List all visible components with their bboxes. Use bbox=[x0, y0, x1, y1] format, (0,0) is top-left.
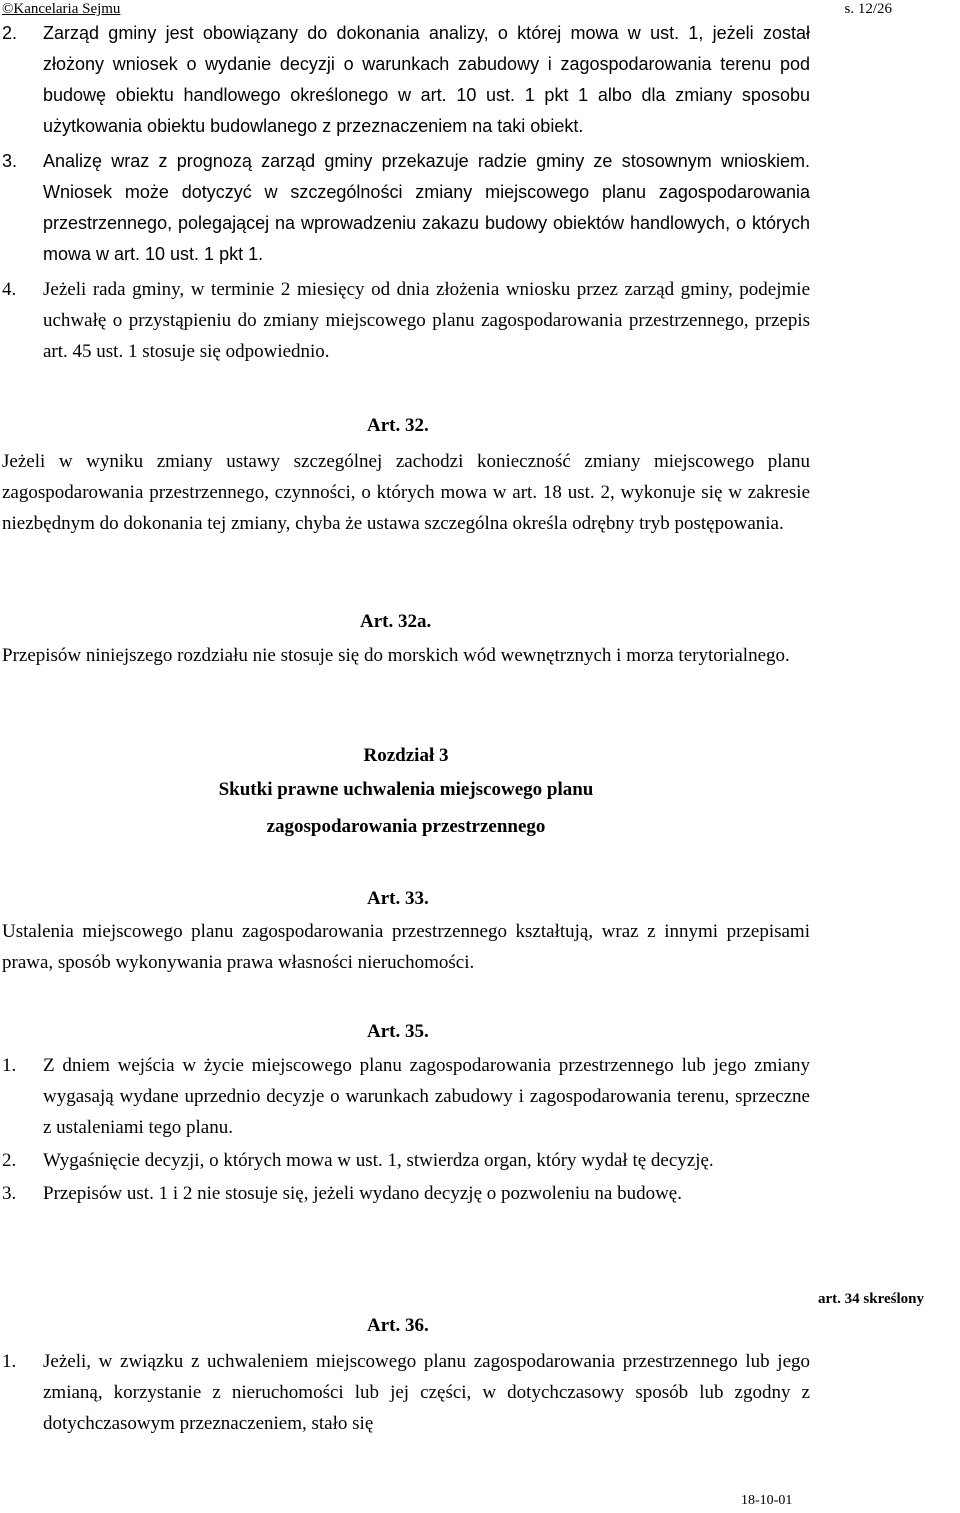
paragraph-item bbox=[2, 18, 810, 142]
article-text: Przepisów niniejszego rozdziału nie stosuje się do morskich wód wewnętrznych i morza terytorialnego. bbox=[2, 645, 790, 666]
article-title: Art. 36. bbox=[367, 1315, 429, 1336]
item-text: Jeżeli rada gminy, w terminie 2 miesięcy od dnia złożenia wniosku przez zarząd gminy, podejmie uchwałę o przystąpieniu do zmiany miejscowego planu zagospodarowania przestrzennego, przepis art. 45 ust. 1 stosuje się odpowiednio. bbox=[43, 279, 810, 362]
item-text: Przepisów ust. 1 i 2 nie stosuje się, jeżeli wydano decyzję o pozwoleniu na budowę. bbox=[43, 1183, 682, 1204]
item-text: Analizę wraz z prognozą zarząd gminy przekazuje radzie gminy ze stosownym wnioskiem. Wniosek może dotyczyć w szczególności zmiany miejscowego planu zagospodarowania przestrzennego, polegającej na wprowadzeniu zakazu budowy obiektów handlowych, o których mowa w art. 10 ust. 1 pkt 1. bbox=[43, 151, 810, 264]
art31-continuation bbox=[2, 18, 810, 367]
item-number: 2. bbox=[2, 1150, 17, 1171]
article-text: Jeżeli w wyniku zmiany ustawy szczególnej zachodzi konieczność zmiany miejscowego planu zagospodarowania przestrzennego, czynności, o których mowa w art. 18 ust. 2, wykonuje się w zakresie niezbędnym do dokonania tej zmiany, chyba że ustawa szczególna określa odrębny tryb postępowania. bbox=[2, 451, 810, 534]
art35-items bbox=[2, 1050, 810, 1209]
paragraph-item bbox=[2, 1145, 810, 1176]
margin-note: art. 34 skreślony bbox=[818, 1291, 924, 1307]
chapter-number: Rozdział 3 bbox=[363, 745, 449, 766]
art36-items bbox=[2, 1346, 810, 1439]
item-number: 2. bbox=[2, 23, 18, 43]
page-number: s. 12/26 bbox=[844, 1, 892, 17]
item-text: Wygaśnięcie decyzji, o których mowa w ust. 1, stwierdza organ, który wydał tę decyzję. bbox=[43, 1150, 714, 1171]
paragraph-item bbox=[2, 1346, 810, 1439]
article-text: Ustalenia miejscowego planu zagospodarowania przestrzennego kształtują, wraz z innymi przepisami prawa, sposób wykonywania prawa własności nieruchomości. bbox=[2, 921, 810, 973]
article-title: Art. 32. bbox=[367, 415, 429, 436]
item-text: Z dniem wejścia w życie miejscowego planu zagospodarowania przestrzennego lub jego zmiany wygasają wydane uprzednio decyzje o warunkach zabudowy i zagospodarowania terenu, sprzeczne z ustaleniami tego planu. bbox=[43, 1055, 810, 1138]
document-date: 18-10-01 bbox=[741, 1493, 793, 1508]
item-number: 1. bbox=[2, 1351, 17, 1372]
paragraph-item bbox=[2, 146, 810, 270]
item-number: 4. bbox=[2, 279, 17, 300]
item-number: 3. bbox=[2, 1183, 17, 1204]
item-number: 1. bbox=[2, 1055, 17, 1076]
paragraph-item bbox=[2, 1050, 810, 1143]
item-number: 3. bbox=[2, 151, 18, 171]
item-text: Zarząd gminy jest obowiązany do dokonania analizy, o której mowa w ust. 1, jeżeli został złożony wniosek o wydanie decyzji o warunkach zabudowy i zagospodarowania terenu pod budowę obiektu handlowego określonego w art. 10 ust. 1 pkt 1 albo dla zmiany sposobu użytkowania obiektu budowlanego z przeznaczeniem na taki obiekt. bbox=[43, 23, 810, 136]
header-source: ©Kancelaria Sejmu bbox=[2, 1, 121, 17]
chapter-title-line1: Skutki prawne uchwalenia miejscowego planu bbox=[218, 779, 594, 800]
paragraph-item bbox=[2, 274, 810, 367]
chapter-title-line2: zagospodarowania przestrzennego bbox=[266, 816, 546, 837]
article-title: Art. 35. bbox=[367, 1021, 429, 1042]
article-title: Art. 32a. bbox=[360, 611, 432, 632]
paragraph-item bbox=[2, 1178, 810, 1209]
article-title: Art. 33. bbox=[367, 888, 429, 909]
item-text: Jeżeli, w związku z uchwaleniem miejscowego planu zagospodarowania przestrzennego lub jego zmianą, korzystanie z nieruchomości lub jej części, w dotychczasowy sposób lub zgodny z dotychczasowym przeznaczeniem, stało się bbox=[43, 1351, 810, 1434]
